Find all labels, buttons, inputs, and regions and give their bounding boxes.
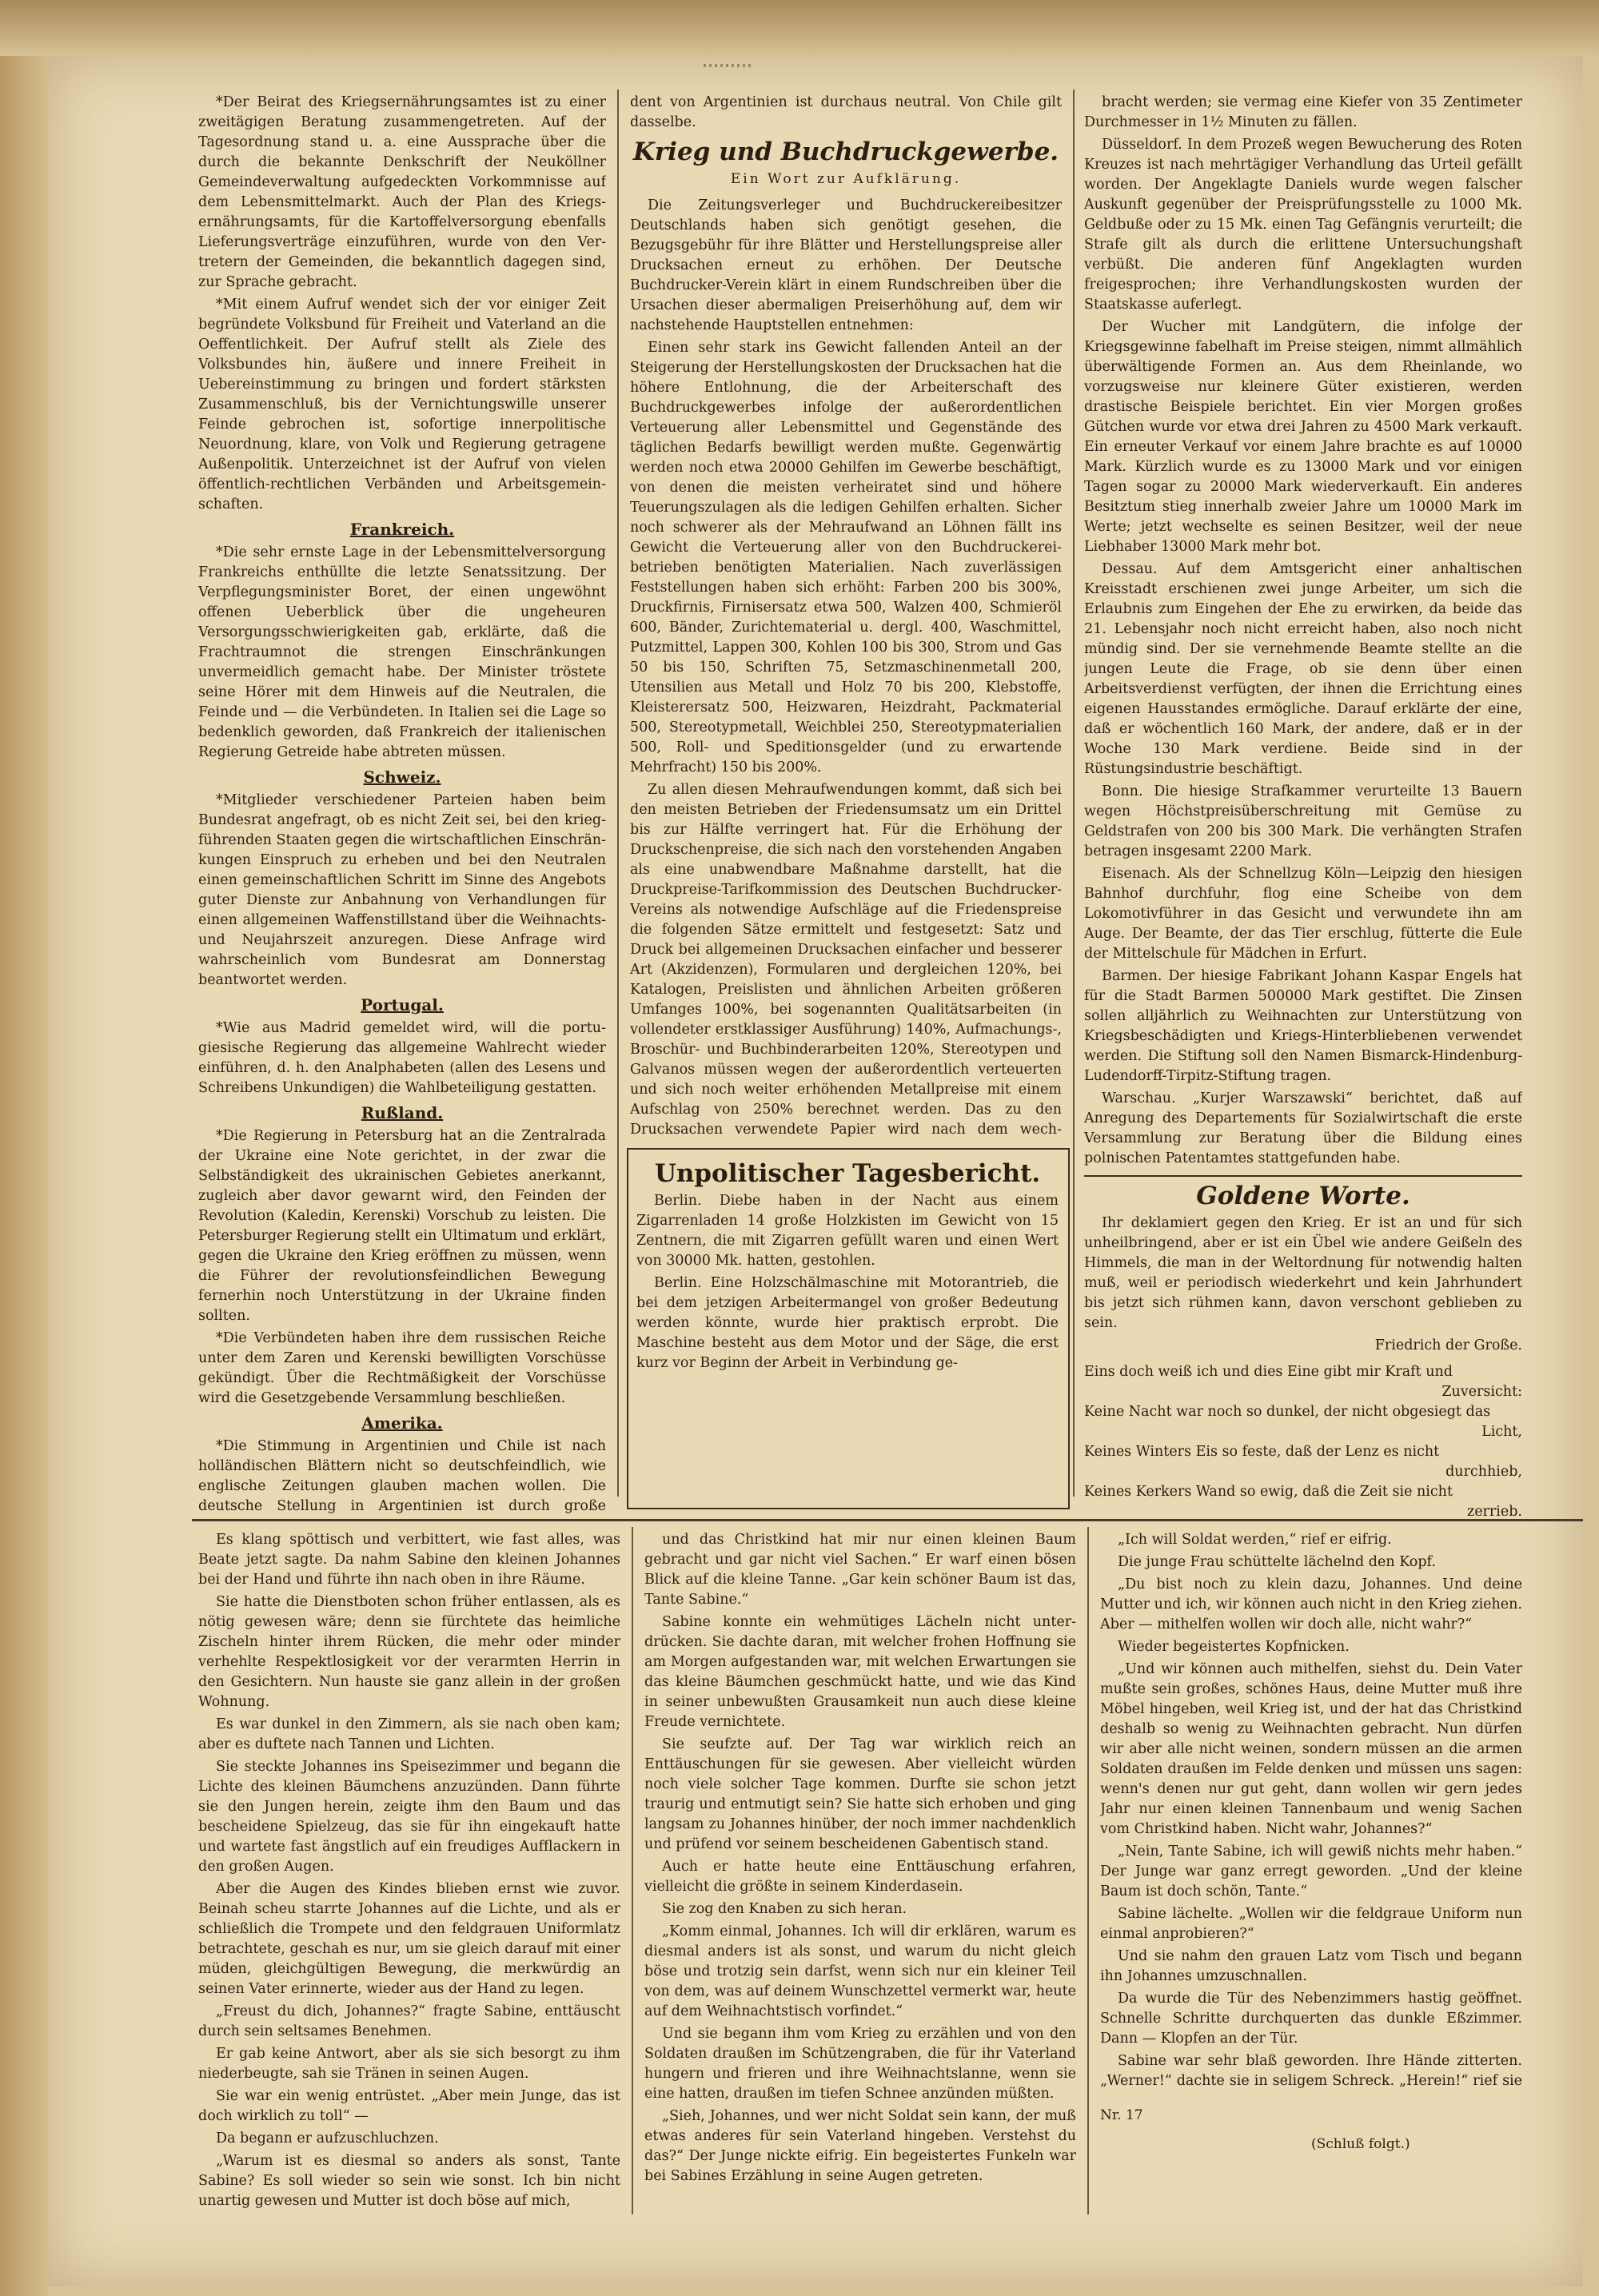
poem-line: zerrieb.	[1466, 1504, 1522, 1516]
poem-line: Keines Winters Eis so feste, daß der Lenz es nicht	[1084, 1444, 1440, 1460]
story-paragraph: Sabine konnte ein wehmütiges Lächeln nicht unterdrücken. Sie dachte daran, mit welcher frohen Hoffnung sie am Morgen aufgestanden war, mit welchen Erwartungen sie das kleine Bäumchen geschmückt hatte, und wie das Kind in seiner unbewußten Grausamkeit nun auch diese kleine Freude vernichtete.	[644, 1614, 1076, 1730]
news-paragraph: *Mit einem Aufruf wendet sich der vor einiger Zeit begründete Volksbund für Freiheit und Vaterland an die Oeffentlichkeit. Der Aufruf stellt als Ziele des Volksbundes hin, äußere und innere Freiheit in Uebereinstimmung zu bringen und fordert stärksten Zusammenschluß, bis der Vernichtungswille unserer Feinde gebrochen ist, sofortige innerpolitische Neuordnung, klare, von Volk und Regierung getragene Außenpolitik. Unterzeichnet ist der Aufruf von vielen öffentlich-rechtlichen Verbänden und Arbeitsgemeinschaften.	[198, 297, 606, 512]
story-paragraph: Und sie begann ihm vom Krieg zu erzählen und von den Soldaten draußen im Schützengraben, die für ihr Vaterland hungern und frieren und ihre Weihnachtslanne, wenn sie eine hatten, draußen im tiefen Schnee anzünden müßten.	[644, 2026, 1076, 2102]
news-column-middle	[630, 93, 1062, 1140]
story-paragraph: Sie hatte die Dienstboten schon früher entlassen, als es nötig gewesen wäre; denn sie fürchtete das heimliche Zischeln hinter ihrem Rücken, die mehr oder minder verhehlte Respektlosigkeit vor der verarmten Herrin in den Gesichtern. Nun hauste sie ganz allein in der großen Wohnung.	[198, 1594, 620, 1710]
poem-line: Keines Kerkers Wand so ewig, daß die Zeit sie nicht	[1084, 1484, 1453, 1500]
column-rule-1	[617, 90, 619, 1497]
story-paragraph: Sie war ein wenig entrüstet. „Aber mein Junge, das ist doch wirklich zu toll“ —	[198, 2088, 620, 2124]
story-paragraph: Er gab keine Antwort, aber als sie sich besorgt zu ihm niederbeugte, sah sie Tränen in seinen Augen.	[198, 2046, 620, 2082]
page-edge-top	[0, 0, 1599, 56]
section-heading: Rußland.	[361, 1103, 444, 1122]
article-body	[630, 196, 1062, 1140]
local-news-paragraph: bracht werden; sie vermag eine Kiefer von 35 Zentimeter Durchmesser in 1½ Minuten zu fällen.	[1084, 94, 1522, 130]
poem-line: durchhieb,	[1445, 1464, 1522, 1480]
story-paragraph: Sie zog den Knaben zu sich heran.	[662, 1901, 907, 1917]
daily-report-body	[636, 1191, 1059, 1373]
news-paragraph: *Mitglieder verschiedener Parteien haben beim Bundesrat angefragt, ob es nicht Zeit sei, bei den kriegführenden Staaten gegen die wirtschaftlichen Einschränkungen Einspruch zu erheben und bei den Neutralen einen gemeinschaftlichen Schritt im Sinne des Angebots guter Dienste zur Anbahnung von Verhandlungen für einen allgemeinen Waffenstillstand über die Weihnachts- und Neujahrszeit anzuregen. Diese Anfrage wird wahrscheinlich vom Bundesrat am Donnerstag beantwortet werden.	[198, 792, 606, 988]
poem	[1084, 1362, 1522, 1516]
daily-report-paragraph: Berlin. Diebe haben in der Nacht aus einem Zigarrenladen 14 große Holzkisten im Gewicht von 15 Zentnern, die mit Zigarren gefüllt waren und einen Wert von 30000 Mk. hatten, gestohlen.	[636, 1193, 1059, 1269]
golden-words-title: Goldene Worte.	[1196, 1182, 1410, 1210]
poem-line: Zuversicht:	[1441, 1384, 1522, 1400]
local-news-paragraph: Eisenach. Als der Schnellzug Köln—Leipzig den hiesigen Bahnhof durchfuhr, flog eine Scheibe von dem Lokomotivführer in das Gesicht und verwundete ihn am Auge. Der Beamte, der das Tier erschlug, fütterte die Eule der Mittelschule für Mädchen in Erfurt.	[1084, 866, 1522, 962]
local-news-paragraph: Der Wucher mit Landgütern, die infolge der Kriegsgewinne fabelhaft im Preise steigen, nimmt allmählich überwältigende Formen an. Aus dem Rheinlande, wo vorzugsweise nur kleinere Güter existieren, werden drastische Beispiele berichtet. Ein vier Morgen großes Gütchen wurde vor etwa drei Jahren zu 4500 Mark verkauft. Ein erneuter Verkauf vor einem Jahre brachte es auf 10000 Mark. Kürzlich wurde es zu 13000 Mark und vor einigen Tagen sogar zu 20000 Mark wiederverkauft. Ein anderes Besitztum stieg innerhalb zweier Jahre um 10000 Mark im Werte; jetzt wechselte es seinen Besitzer, weil der neue Liebhaber 13000 Mark mehr bot.	[1084, 319, 1522, 555]
story-rule-2	[1087, 1527, 1089, 2214]
local-news-paragraph: Dessau. Auf dem Amtsgericht einer anhaltischen Kreisstadt erschienen zwei junge Arbeiter, um sich die Erlaubnis zum Eingehen der Ehe zu erwirken, da beide das 21. Lebensjahr noch nicht erreicht haben, also noch nicht mündig sind. Der sie vernehmende Beamte stellte an die jungen Leute die Frage, ob sie denn über einen Arbeitsverdienst verfügten, der ihnen die Errichtung eines eigenen Hausstandes ermögliche. Darauf erklärte der eine, daß er wöchentlich 160 Mark, der andere, daß er in der Woche 130 Mark verdiene. Beide sind in der Rüstungsindustrie beschäftigt.	[1084, 561, 1522, 777]
poem-line: Licht,	[1481, 1424, 1522, 1440]
story-paragraph: Wieder begeistertes Kopfnicken.	[1118, 1639, 1350, 1655]
story-paragraph: und das Christkind hat mir nur einen kleinen Baum gebracht und gar nicht viel Sachen.“ Er warf einen bösen Blick auf die kleine Tanne. „Gar kein schöner Baum ist das, Tante Sabine.“	[644, 1532, 1076, 1608]
story-paragraph: Da begann er aufzuschluchzen.	[216, 2131, 439, 2147]
news-paragraph: *Die sehr ernste Lage in der Lebensmittelversorgung Frankreichs enthüllte die letzte Senatssitzung. Der Verpflegungsminister Boret, der einen ungewöhnt offenen Ueberblick über die ungeheuren Versorgungsschwierigkeiten gab, erklärte, daß die Frachtraumnot die strengen Einschränkungen unvermeidlich gemacht habe. Der Minister tröstete seine Hörer mit dem Hinweis auf die Neutralen, die Feinde und — die Verbündeten. In Italien sei die Lage so bedenklich geworden, daß Frankreich der italienischen Regierung Getreide habe abtreten müssen.	[198, 544, 606, 760]
local-news-body	[1084, 93, 1522, 1169]
section-heading: Amerika.	[361, 1413, 443, 1433]
news-column-right	[1084, 93, 1522, 1516]
story-paragraph: Sabine lächelte. „Wollen wir die feldgraue Uniform nun einmal anprobieren?“	[1100, 1906, 1522, 1942]
golden-words-text: Ihr deklamiert gegen den Krieg. Er ist an und für sich unheilbringend, aber er ist ein Übel wie andere Geißeln des Himmels, die man in der Weltordnung für notwendig halten muß, weil er periodisch wiederkehrt und kein Jahrhundert bis jetzt sich rühmen kann, davon verschont geblieben zu sein.	[1084, 1215, 1522, 1331]
article-paragraph: Zu allen diesen Mehraufwendungen kommt, daß sich bei den meisten Betrieben der Friedensumsatz um ein Drittel bis zur Hälfte verringert hat. Für die Erhöhung der Druckschenpreise, die sich nach den vorstehenden Angaben als eine unabwendbare Maßnahme darstellt, hat die Druckpreise-Tarifkommission des Deutschen Buchdrucker-Vereins als notwendige Aufschläge auf die Friedenspreise die folgenden Sätze ermittelt und festgesetzt: Satz und Druck bei allgemeinen Drucksachen einfacher und besserer Art (Akzidenzen), Formularen und dergleichen 120%, bei Katalogen, Preislisten und ähnlichen Arbeiten größeren Umfanges 100%, bei sogenannten Qualitätsarbeiten (in vollendeter erstklassiger Ausführung) 140%, Aufmachungs-, Broschür- und Buchbinderarbeiten 120%, Stereotypen und Galvanos müssen wegen der außerordentlich verteuerten und sich noch weiter erhöhenden Metallpreise mit einem Aufschlag von 250% berechnet werden. Das zu den Drucksachen verwendete Papier wird nach dem wech	[630, 782, 1062, 1138]
story-paragraph: Aber die Augen des Kindes blieben ernst wie zuvor. Beinah scheu starrte Johannes auf die Lichte, und als er schließlich die Trompete und den feldgrauen Uniformlatz betrachtete, geschah es nur, um sie gleich darauf mit einer müden, gleichgültigen Bewegung, die merkwürdig an seinen Vater erinnerte, wieder aus der Hand zu legen.	[198, 1881, 620, 1997]
article-paragraph: Die Zeitungsverleger und Buchdruckereibesitzer Deutschlands haben sich genötigt gesehen, die Bezugsgebühr für ihre Blätter und Herstellungspreise aller Drucksachen erneut zu erhöhen. Der Deutsche Buchdrucker-Verein klärt in einem Rundschreiben über die Ursachen dieser abermaligen Preiserhöhung auf, dem wir nachstehende Hauptstellen entnehmen:	[630, 197, 1062, 333]
story-paragraph: „Komm einmal, Johannes. Ich will dir erklären, warum es diesmal anders ist als sonst, und warum du nicht gleich böse und trotzig sein darfst, wenn sich nur ein kleiner Teil von dem, was auf deinem Wunschzettel vermerkt war, heute auf dem Weihnachtstisch vorfindet.“	[644, 1923, 1076, 2019]
poem-line: Eins doch weiß ich und dies Eine gibt mir Kraft und	[1084, 1364, 1453, 1380]
story-paragraph: Da wurde die Tür des Nebenzimmers hastig geöffnet. Schnelle Schritte durchquerten das dunkle Eßzimmer. Dann — Klopfen an der Tür.	[1100, 1991, 1522, 2047]
story-paragraph: Es war dunkel in den Zimmern, als sie nach oben kam; aber es duftete nach Tannen und Lichten.	[198, 1716, 620, 1752]
news-paragraph: *Die Stimmung in Argentinien und Chile ist nach holländischen Blättern nicht so deutschfeindlich, wie englische Zeitungen glauben machen wollen. Die deutsche Stellung in Argentinien ist durch große	[198, 1438, 606, 1514]
story-paragraph: Sie steckte Johannes ins Speisezimmer und begann die Lichte des kleinen Bäumchens anzuzünden. Dann führte sie den Jungen herein, zeigte ihm den Baum und das bescheidene Spielzeug, das sie für ihn eingekauft hatte und wartete fast ängstlich auf ein freudiges Aufflackern in den großen Augen.	[198, 1759, 620, 1875]
story-column-2	[644, 1530, 1076, 2218]
section-heading: Frankreich.	[349, 520, 455, 539]
local-news-paragraph: Warschau. „Kurjer Warszawski“ berichtet, daß auf Anregung des Departements für Sozialwirtschaft die erste Versammlung zur Beratung über die Bildung eines polnischen Patentamtes stattgefunden habe.	[1084, 1090, 1522, 1166]
story-paragraph: „Und wir können auch mithelfen, siehst du. Dein Vater mußte sein großes, schönes Haus, deine Mutter muß ihre Möbel hingeben, weil Krieg ist, und der hat das Christkind deshalb so wenig zu Weihnachten gebracht. Nun dürfen wir aber alle nicht weinen, sondern müssen an die armen Soldaten draußen im Felde denken und müssen uns sagen: wenn's denen nur gut geht, dann wollen wir gern jedes Jahr nur einen kleinen Tannenbaum und wenig Sachen vom Christkind haben. Nicht wahr, Johannes?“	[1100, 1661, 1522, 1837]
article-subtitle: Ein Wort zur Aufklärung.	[730, 171, 962, 187]
story-paragraph: „Du bist noch zu klein dazu, Johannes. Und deine Mutter und ich, wir können auch nicht in den Krieg ziehen. Aber — mithelfen wollen wir doch alle, nicht wahr?“	[1100, 1577, 1522, 1632]
story-paragraph: „Nein, Tante Sabine, ich will gewiß nichts mehr haben.“ Der Junge war ganz erregt geworden. „Und der kleine Baum ist doch schön, Tante.“	[1100, 1844, 1522, 1899]
news-paragraph: *Die Regierung in Petersburg hat an die Zentralrada der Ukraine eine Note gerichtet, in der zwar die Selbständigkeit des ukrainischen Gebietes anerkannt, zugleich aber davor gewarnt wird, den Feinden der Revolution (Kaledin, Kerenski) Vorschub zu leisten. Die Petersburger Regierung stellt ein Ultimatum und erklärt, gegen die Ukraine den Krieg eröffnen zu müssen, wenn die Führer der revolutionsfeindlichen Bewegung fernerhin noch Unterstützung in der Ukraine finden sollten.	[198, 1128, 606, 1324]
daily-report-content	[636, 1154, 1059, 1503]
story-paragraph: „Ich will Soldat werden,“ rief er eifrig.	[1118, 1532, 1392, 1548]
story-paragraph: Sie seufzte auf. Der Tag war wirklich reich an Enttäuschungen für sie gewesen. Aber vielleicht würden noch viele solcher Tage kommen. Durfte sie schon jetzt traurig und entmutigt sein? Sie hatte sich erhoben und ging langsam zu Johannes hinüber, der noch immer nachdenklich und prüfend vor seinem bescheidenen Gabentisch stand.	[644, 1736, 1076, 1852]
article-title: Krieg und Buchdruckgewerbe.	[632, 138, 1059, 166]
story-paragraph: Sabine war sehr blaß geworden. Ihre Hände zitterten. „Werner!“ dachte sie in seligem Schreck. „Herein!“ rief sie	[1100, 2053, 1522, 2089]
continuation-note: (Schluß folgt.)	[1311, 2136, 1410, 2152]
argentina-continuation: dent von Argentinien ist durchaus neutral. Von Chile gilt dasselbe.	[630, 94, 1062, 130]
page-edge-left	[0, 0, 48, 2296]
story-paragraph: „Warum ist es diesmal so anders als sonst, Tante Sabine? Es soll wieder so sein wie sonst. Ich bin nicht unartig gewesen und Mutter ist doch böse auf mich,	[198, 2153, 620, 2209]
story-paragraph: Und sie nahm den grauen Latz vom Tisch und begann ihn Johannes umzuschnallen.	[1100, 1948, 1522, 1984]
issue-number: Nr. 17	[1100, 2107, 1143, 2123]
story-paragraph: „Freust du dich, Johannes?“ fragte Sabine, enttäuscht durch sein seltsames Benehmen.	[198, 2003, 620, 2039]
golden-words-rule	[1084, 1175, 1522, 1177]
story-paragraph: Auch er hatte heute eine Enttäuschung erfahren, vielleicht die größte in seinem Kinderdasein.	[644, 1859, 1076, 1895]
poem-line: Keine Nacht war noch so dunkel, der nicht obgesiegt das	[1084, 1404, 1491, 1420]
story-paragraph: Es klang spöttisch und verbittert, wie fast alles, was Beate jetzt sagte. Da nahm Sabine den kleinen Johannes bei der Hand und führte ihn nach oben in ihre Räume.	[198, 1532, 620, 1588]
print-specks	[704, 64, 752, 67]
news-column-left	[198, 93, 606, 1516]
story-rule-1	[632, 1527, 633, 2214]
column-rule-2	[1073, 90, 1075, 1497]
story-paragraph: „Sieh, Johannes, und wer nicht Soldat sein kann, der muß etwas anderes für sein Vaterland hingeben. Verstehst du das?“ Der Junge nickte eifrig. Ein begeistertes Funkeln war bei Sabines Erzählung in seine Augen getreten.	[644, 2108, 1076, 2184]
local-news-paragraph: Barmen. Der hiesige Fabrikant Johann Kaspar Engels hat für die Stadt Barmen 500000 Mark gestiftet. Die Zinsen sollen alljährlich zu Weihnachten zur Unterstützung von Kriegsbeschädigten und Kriegs-Hinterbliebenen verwendet werden. Die Stiftung soll den Namen Bismarck-Hindenburg-Ludendorff-Tirpitz-Stiftung tragen.	[1084, 968, 1522, 1084]
news-paragraph: *Wie aus Madrid gemeldet wird, will die portugiesische Regierung das allgemeine Wahlrecht wieder einführen, d. h. den Analphabeten (allen des Lesens und Schreibens Unkundigen) die Wahlbeteiligung gestatten.	[198, 1020, 606, 1096]
golden-words-signature-1: Friedrich der Große.	[1374, 1337, 1522, 1353]
daily-report-title: Unpolitischer Tagesbericht.	[654, 1159, 1041, 1188]
article-paragraph: Einen sehr stark ins Gewicht fallenden Anteil an der Steigerung der Herstellungskosten der Drucksachen hat die höhere Entlohnung, die der Arbeiterschaft des Buchdruckgewerbes infolge der außerordentlichen Verteuerung aller Lebensmittel und Gegenstände des täglichen Bedarfs bewilligt werden mußte. Gegenwärtig werden noch etwa 20000 Gehilfen im Gewerbe beschäftigt, von denen die meisten verheiratet sind und höhere Teuerungszulagen als die ledigen Gehilfen erhalten. Sicher noch schwerer als der Mehraufwand an Löhnen fällt ins Gewicht die Verteuerung aller von den Buchdruckereibetrieben benötigten Materialien. Nach zuverlässigen Feststellungen haben sich erhöht: Farben 200 bis 300%, Druckfirnis, Firnisersatz etwa 500, Walzen 400, Schmieröl 600, Bänder, Zurichtematerial u. dergl. 400, Waschmittel, Putzmittel, Lappen 300, Kohlen 100 bis 300, Strom und Gas 50 bis 150, Schriften 75, Setzmaschinenmetall 200, Utensilien aus Metall und Holz 70 bis 200, Klebstoffe, Kleisterersatz 500, Heizwaren, Heizdraht, Packmaterial 500, Stereotypmetall, Weichblei 250, Stereotypmaterialien 500, Roll- und Speditionsgelder (und zu erwartende Mehrfracht) 150 bis 200%.	[630, 340, 1062, 775]
feuilleton-rule	[192, 1519, 1583, 1521]
news-paragraph: *Der Beirat des Kriegsernährungsamtes ist zu einer zweitägigen Beratung zusammengetreten. Auf der Tagesordnung stand u. a. eine Aussprache über die durch die bekannte Denkschrift der Neuköllner Gemeindeverwaltung aufgedeckten Vorkommnisse auf dem Lebensmittelmarkt. Auch der Plan des Kriegsernährungsamts, für die Kartoffelversorgung ebenfalls Lieferungsverträge einzuführen, wurde von den Vertretern der Gemeinden, die bekanntlich dagegen sind, zur Sprache gebracht.	[198, 94, 606, 290]
daily-report-paragraph: Berlin. Eine Holzschälmaschine mit Motorantrieb, die bei dem jetzigen Arbeitermangel von großer Bedeutung werden könnte, wurde hier praktisch erprobt. Die Maschine besteht aus dem Motor und der Säge, die erst kurz vor Beginn der Arbeit in Verbindung ge-	[636, 1275, 1059, 1371]
story-column-3	[1100, 1530, 1522, 2090]
local-news-paragraph: Bonn. Die hiesige Strafkammer verurteilte 13 Bauern wegen Höchstpreisüberschreitung mit Gemüse zu Geldstrafen von 200 bis 300 Mark. Die verhängten Strafen betragen insgesamt 2200 Mark.	[1084, 783, 1522, 859]
news-paragraph: *Die Verbündeten haben ihre dem russischen Reiche unter dem Zaren und Kerenski bewilligten Vorschüsse gekündigt. Über die Rechtmäßigkeit der Vorschüsse wird die Gesetzgebende Versammlung beschließen.	[198, 1330, 606, 1406]
section-heading: Portugal.	[361, 995, 444, 1014]
section-heading: Schweiz.	[363, 767, 441, 787]
story-column-1	[198, 1530, 620, 2218]
local-news-paragraph: Düsseldorf. In dem Prozeß wegen Bewucherung des Roten Kreuzes ist nach mehrtägiger Verhandlung das Urteil gefällt worden. Der Angeklagte Daniels wurde wegen falscher Auskunft gegenüber der Preisprüfungsstelle zu 1000 Mk. Geldbuße oder zu 15 Mk. einen Tag Gefängnis verurteilt; die Strafe gilt als durch die erlittene Untersuchungshaft verbüßt. Die anderen fünf Angeklagten wurden freigesprochen; ihre Verhandlungskosten wurden der Staatskasse auferlegt.	[1084, 137, 1522, 313]
story-paragraph: Die junge Frau schüttelte lächelnd den Kopf.	[1118, 1554, 1436, 1570]
